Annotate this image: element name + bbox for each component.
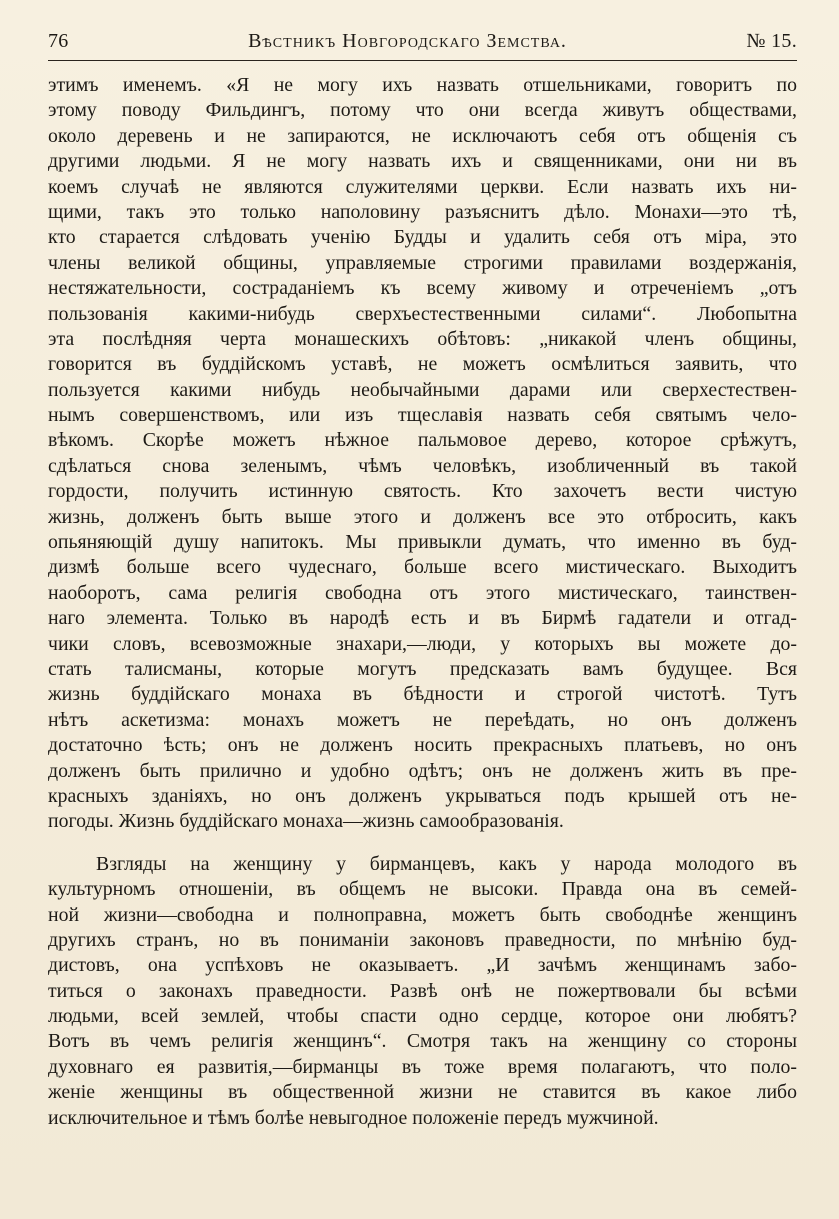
text-line: Взгляды на женщину у бирманцевъ, какъ у народа молодого въ (96, 852, 797, 875)
page-number: 76 (48, 30, 69, 52)
text-line: сдѣлаться снова зеленымъ, чѣмъ человѣкъ, изобличенный въ такой (48, 454, 797, 477)
text-line: другихъ странъ, но въ пониманіи законовъ праведности, по мнѣнію буд- (48, 928, 797, 951)
text-line: достаточно ѣсть; онъ не долженъ носить прекрасныхъ платьевъ, но онъ (48, 734, 797, 757)
text-line: дистовъ, она успѣховъ не оказываетъ. „И зачѣмъ женщинамъ забо- (48, 954, 797, 977)
text-line: наоборотъ, сама религія свободна отъ этого мистическаго, таинствен- (48, 581, 797, 604)
text-line: чики словъ, всевозможные знахари,—люди, у которыхъ вы можете до- (48, 632, 797, 655)
text-line: женіе женщины въ общественной жизни не ставится въ какое либо (48, 1081, 797, 1104)
text-line: другими людьми. Я не могу назвать ихъ и священниками, они ни въ (48, 150, 797, 173)
journal-title: Вѣстникъ Новгородскаго Земства. (248, 30, 567, 52)
text-line: красныхъ зданіяхъ, но онъ долженъ укрываться подъ крышей отъ не- (48, 784, 797, 807)
text-line: опьяняющій душу напитокъ. Мы привыкли думать, что именно въ буд- (48, 531, 797, 554)
text-line: эта послѣдняя черта монашескихъ обѣтовъ: „никакой членъ общины, (48, 327, 797, 350)
issue-number: № 15. (746, 30, 797, 52)
text-line: жизнь, долженъ быть выше этого и долженъ все это отбросить, какъ (48, 505, 797, 528)
text-line: титься о законахъ праведности. Развѣ онѣ не пожертвовали бы всѣми (48, 979, 797, 1002)
running-header (48, 30, 797, 58)
text-line: людьми, всей землей, чтобы спасти одно сердце, которое они любятъ? (48, 1005, 797, 1028)
text-line: кто старается слѣдовать ученію Будды и удалить себя отъ міра, это (48, 226, 797, 249)
text-line: стать талисманы, которые могутъ предсказать вамъ будущее. Вся (48, 657, 797, 680)
paragraph-gap (48, 835, 797, 852)
text-line: долженъ быть прилично и удобно одѣтъ; онъ не долженъ жить въ пре- (48, 759, 797, 782)
text-line: культурномъ отношеніи, въ общемъ не высоки. Правда она въ семей- (48, 878, 797, 901)
paragraph (48, 73, 797, 835)
text-line: жизнь буддійскаго монаха въ бѣдности и строгой чистотѣ. Тутъ (48, 683, 797, 706)
text-line: нѣтъ аскетизма: монахъ можетъ не переѣдать, но онъ долженъ (48, 708, 797, 731)
text-line: дизмѣ больше всего чудеснаго, больше всего мистическаго. Выходитъ (48, 556, 797, 579)
text-line: пользуется какими нибудь необычайными дарами или сверхестествен- (48, 378, 797, 401)
text-line: погоды. Жизнь буддійскаго монаха—жизнь самообразованія. (48, 810, 564, 833)
text-line: этимъ именемъ. «Я не могу ихъ назвать отшельниками, говоритъ по (48, 74, 797, 96)
header-rule (48, 60, 797, 61)
body-text (48, 73, 797, 1131)
text-line: коемъ случаѣ не являются служителями церкви. Если назвать ихъ ни- (48, 175, 797, 198)
text-line: члены великой общины, управляемые строгими правилами воздержанія, (48, 251, 797, 274)
text-line: нымъ совершенствомъ, или изъ тщеславія назвать себя святымъ чело- (48, 404, 797, 427)
text-line: вѣкомъ. Скорѣе можетъ нѣжное пальмовое дерево, которое срѣжутъ, (48, 429, 797, 452)
text-line: духовнаго ея развитія,—бирманцы въ тоже время полагаютъ, что поло- (48, 1055, 797, 1078)
text-line: пользованія какими-нибудь сверхъестественными силами“. Любопытна (48, 302, 797, 325)
text-line: Вотъ въ чемъ религія женщинъ“. Смотря такъ на женщину со стороны (48, 1030, 797, 1053)
text-line: щими, такъ это только наполовину разъяснитъ дѣло. Монахи—это тѣ, (48, 200, 797, 223)
text-line: говорится въ буддійскомъ уставѣ, не можетъ осмѣлиться заявить, что (48, 353, 797, 376)
text-line: нестяжательности, состраданіемъ къ всему живому и отреченіемъ „отъ (48, 277, 797, 300)
text-line: ной жизни—свободна и полноправна, можетъ быть свободнѣе женщинъ (48, 903, 797, 926)
text-line: этому поводу Фильдингъ, потому что они всегда живутъ обществами, (48, 99, 797, 122)
text-line: гордости, получить истинную святость. Кто захочетъ вести чистую (48, 480, 797, 503)
text-line: исключительное и тѣмъ болѣе невыгодное положеніе передъ мужчиной. (48, 1106, 659, 1129)
text-line: наго элемента. Только въ народѣ есть и въ Бирмѣ гадатели и отгад- (48, 607, 797, 630)
text-line: около деревень и не запираются, не исключаютъ себя отъ общенія съ (48, 124, 797, 147)
paragraph (48, 852, 797, 1131)
